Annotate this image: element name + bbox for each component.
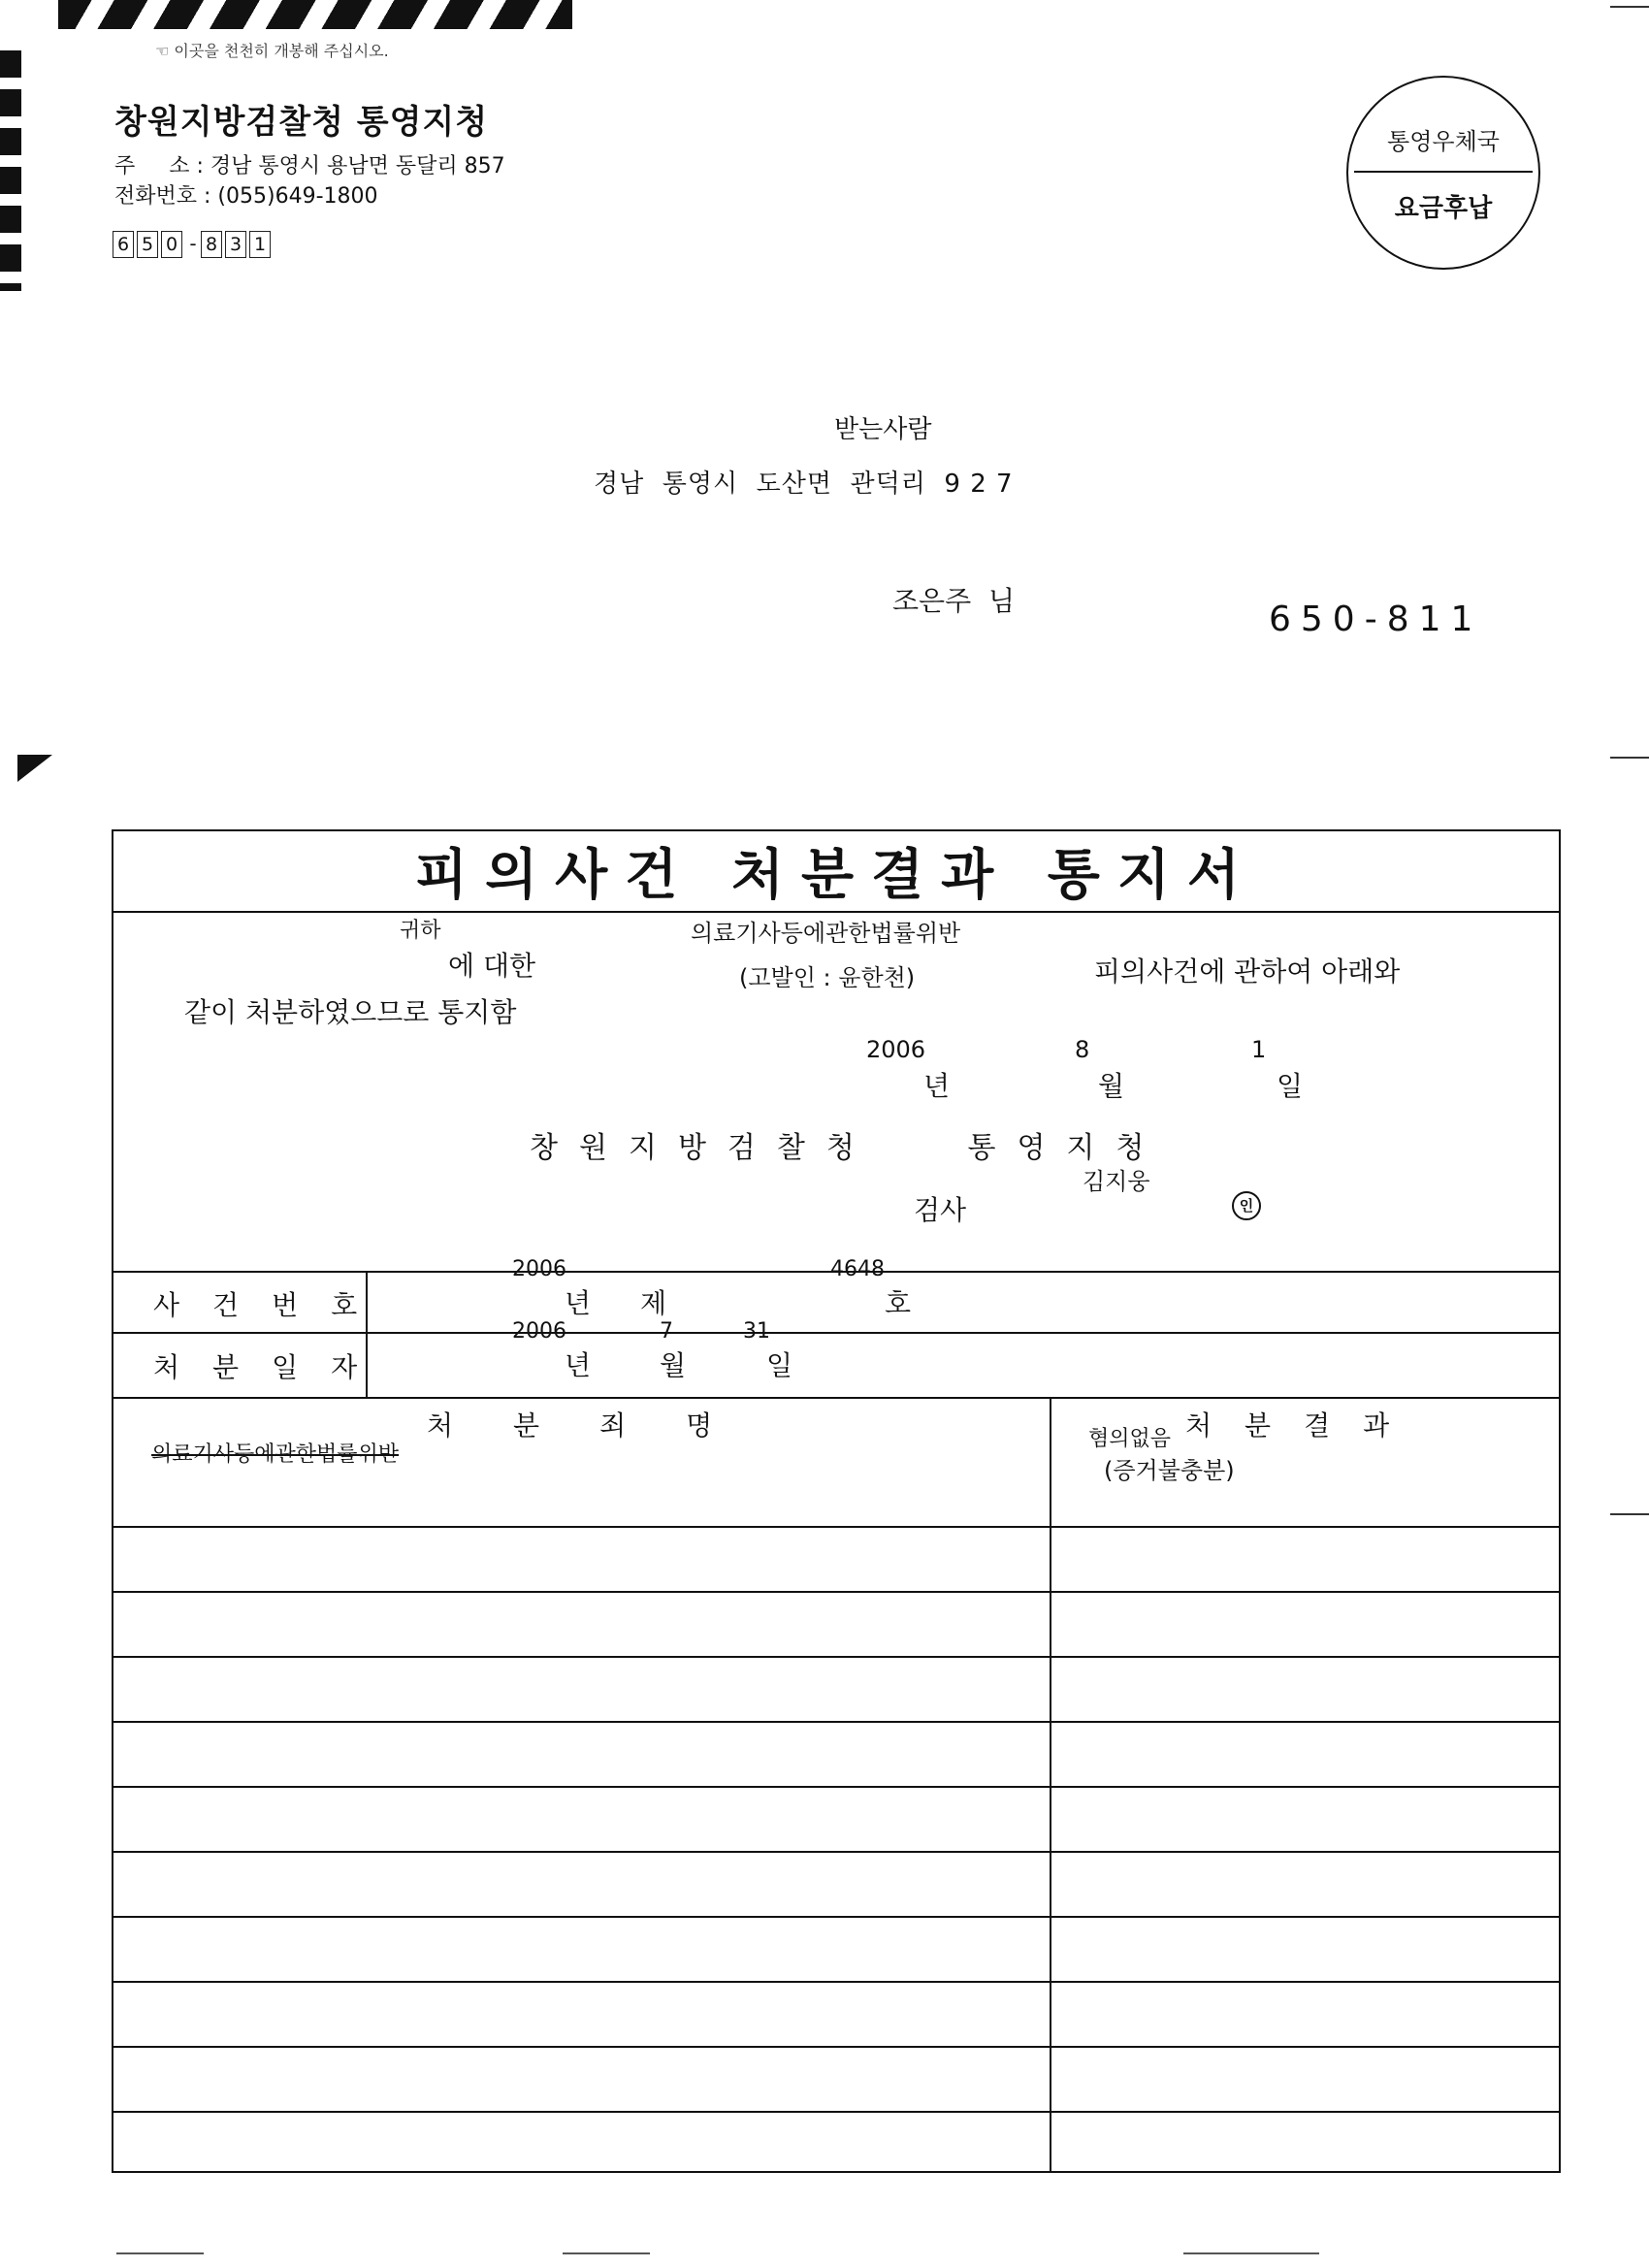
grid-row <box>113 1916 1559 1918</box>
intro-right: 피의사건에 관하여 아래와 <box>1094 956 1401 988</box>
envelope-side-stripe <box>0 39 21 291</box>
disposal-day-label: 일 <box>766 1349 793 1381</box>
addressee-suffix: 귀하 <box>400 919 441 943</box>
zip-separator: - <box>189 232 197 255</box>
recipient-zip: 650-811 <box>1269 599 1483 639</box>
crime-name: 의료기사등에관한법률위반 <box>691 920 961 947</box>
charge-header: 처분죄명 <box>427 1409 773 1442</box>
zip-digit: 8 <box>201 231 222 258</box>
footer-mark <box>1183 2252 1319 2254</box>
result-col-rule <box>1050 1397 1051 2171</box>
postmark-stamp <box>1346 76 1540 270</box>
sender-org: 창원지방검찰청 통영지청 <box>114 103 489 142</box>
title-rule <box>113 911 1559 913</box>
edge-mark <box>1610 1513 1649 1515</box>
grid-row <box>113 1721 1559 1723</box>
row-rule <box>113 1332 1559 1334</box>
seal-icon: 인 <box>1232 1191 1261 1220</box>
recipient-label: 받는사람 <box>834 415 932 444</box>
notice-title: 피의사건 처분결과 통지서 <box>414 843 1258 907</box>
complainant: (고발인 : 윤한천) <box>739 964 916 991</box>
grid-row <box>113 2111 1559 2113</box>
grid-row <box>113 2046 1559 2048</box>
case-ho: 호 <box>885 1287 912 1319</box>
grid-row <box>113 1851 1559 1853</box>
date-day: 1 <box>1251 1036 1267 1063</box>
sender-phone-value: (055)649-1800 <box>217 184 378 209</box>
disposal-day: 31 <box>743 1319 770 1344</box>
date-year-label: 년 <box>923 1070 951 1102</box>
recipient-address: 경남 통영시 도산면 관덕리 9 2 7 <box>594 470 1014 499</box>
disposal-date-label: 처분일자 <box>153 1351 391 1383</box>
sender-phone-label: 전화번호 : <box>114 184 211 209</box>
prosecutor-name: 김지웅 <box>1083 1168 1150 1195</box>
envelope-stripe <box>58 0 572 29</box>
edge-mark <box>1610 757 1649 759</box>
grid-row <box>113 1786 1559 1788</box>
date-month: 8 <box>1075 1036 1090 1063</box>
postmark-divider <box>1354 171 1533 173</box>
fold-arrow-icon <box>17 755 52 782</box>
grid-row <box>113 1526 1559 1528</box>
sender-phone <box>114 179 378 210</box>
prosecution-office: 창원지방검찰청 통영지청 <box>530 1131 1166 1165</box>
footer-mark <box>563 2252 650 2254</box>
sender-address-value: 경남 통영시 용남면 동달리 857 <box>210 154 505 178</box>
case-year-label: 년 <box>565 1287 592 1319</box>
sender-address-label: 주 소 : <box>114 154 204 178</box>
grid-row <box>113 1981 1559 1983</box>
disposal-year-label: 년 <box>565 1349 592 1381</box>
disposal-year: 2006 <box>512 1319 566 1344</box>
case-je: 제 <box>640 1287 667 1319</box>
zip-digit: 3 <box>225 231 246 258</box>
footer-mark <box>116 2252 204 2254</box>
date-year: 2006 <box>866 1036 926 1063</box>
notice-form <box>112 829 1561 2173</box>
result-reason: (증거불충분) <box>1104 1457 1235 1484</box>
case-number-value: 4648 <box>830 1257 885 1281</box>
grid-row <box>113 1591 1559 1593</box>
zip-digit: 6 <box>113 231 134 258</box>
about-text: 에 대한 <box>448 950 536 982</box>
result-value: 혐의없음 <box>1088 1427 1172 1451</box>
disposal-month: 7 <box>660 1319 673 1344</box>
zip-digit: 0 <box>161 231 182 258</box>
sender-address <box>114 149 505 179</box>
edge-mark <box>1610 6 1649 8</box>
prosecutor-title: 검사 <box>914 1194 967 1226</box>
postmark-office: 통영우체국 <box>1387 128 1500 155</box>
zip-digit: 5 <box>137 231 158 258</box>
intro-line2: 같이 처분하였으므로 통지함 <box>184 996 517 1028</box>
case-number-label: 사건번호 <box>153 1289 391 1321</box>
case-year: 2006 <box>512 1257 566 1281</box>
zip-digit: 1 <box>249 231 271 258</box>
cut-hint: ☜ 이곳을 천천히 개봉해 주십시오. <box>155 42 389 60</box>
charge-value: 의료기사등에관한법률위반 <box>151 1442 400 1467</box>
recipient-name: 조은주 님 <box>892 585 1015 617</box>
disposal-month-label: 월 <box>660 1349 687 1381</box>
sender-zip <box>113 231 274 258</box>
result-header: 처분결과 <box>1185 1409 1423 1442</box>
postmark-type: 요금후납 <box>1394 194 1493 223</box>
row-rule <box>113 1397 1559 1399</box>
date-month-label: 월 <box>1098 1070 1125 1102</box>
grid-row <box>113 1656 1559 1658</box>
official-seal <box>1232 1191 1261 1220</box>
date-day-label: 일 <box>1277 1070 1304 1102</box>
